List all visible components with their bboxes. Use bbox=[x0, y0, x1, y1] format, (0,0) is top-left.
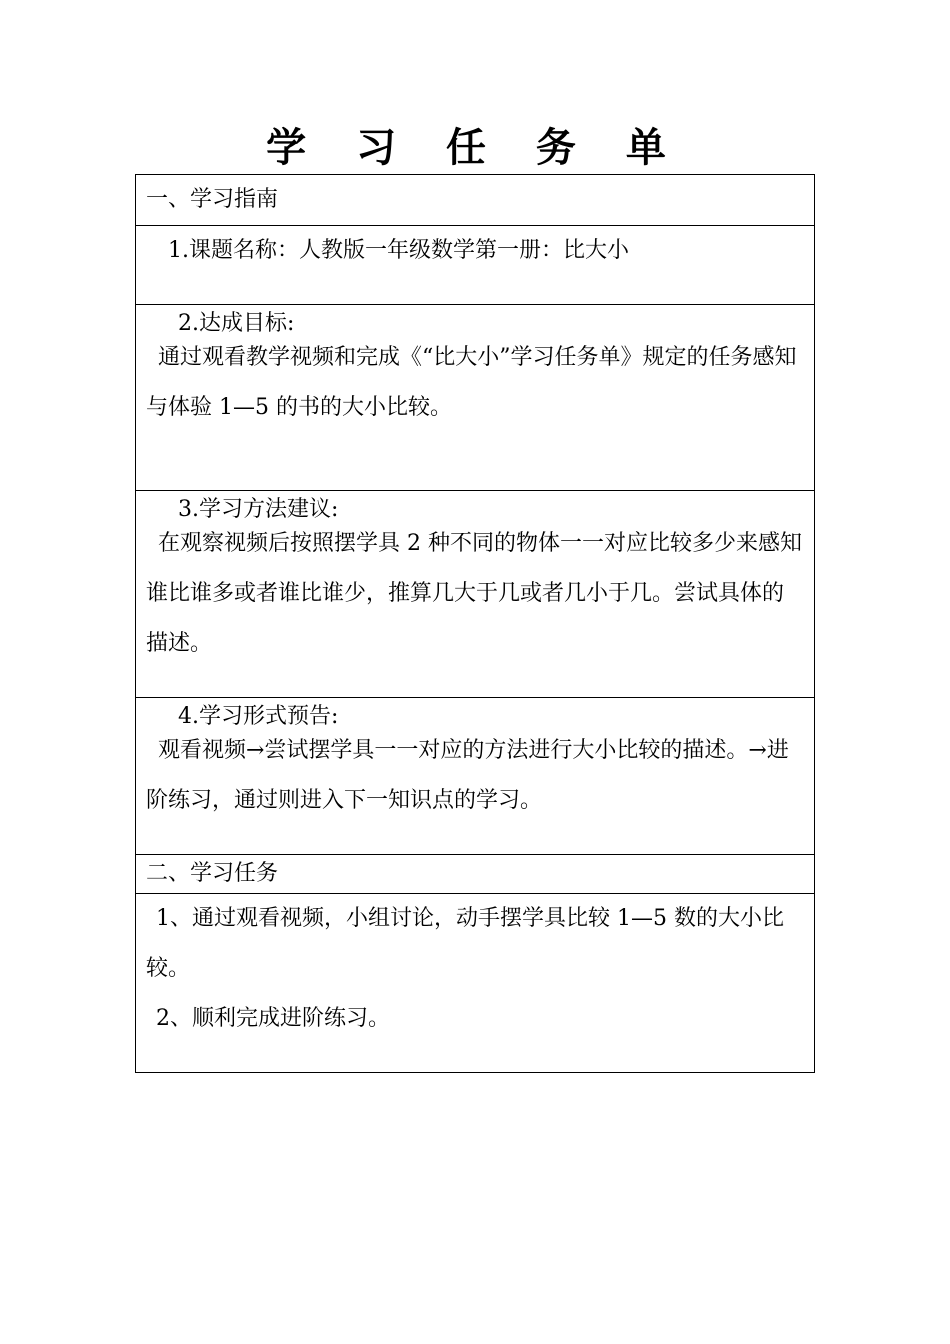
goal-cell bbox=[136, 305, 815, 491]
table-row bbox=[136, 894, 815, 1073]
table-row bbox=[136, 855, 815, 894]
goal-text: 通过观看教学视频和完成《“比大小”学习任务单》规定的任务感知与体验 1—5 的书的大小比较。 bbox=[146, 345, 797, 420]
topic-cell bbox=[136, 226, 815, 305]
table-row bbox=[136, 491, 815, 698]
table-row bbox=[136, 698, 815, 855]
tasks-cell bbox=[136, 894, 815, 1073]
section-heading-guide: 一、学习指南 bbox=[136, 175, 815, 226]
form-cell bbox=[136, 698, 815, 855]
goal-label: 2.达成目标: bbox=[178, 311, 295, 336]
method-text: 在观察视频后按照摆学具 2 种不同的物体一一对应比较多少来感知谁比谁多或者谁比谁少，推算几大于几或者几小于几。尝试具体的描述。 bbox=[146, 531, 802, 656]
form-label: 4.学习形式预告: bbox=[178, 704, 339, 729]
table-row bbox=[136, 226, 815, 305]
page-title: 学 习 任 务 单 bbox=[266, 125, 684, 171]
method-cell bbox=[136, 491, 815, 698]
task-item-2: 2、顺利完成进阶练习。 bbox=[156, 1006, 390, 1031]
table-row bbox=[136, 175, 815, 226]
section-heading-tasks: 二、学习任务 bbox=[136, 855, 815, 894]
task-sheet-table bbox=[135, 174, 815, 1073]
topic-text: 1.课题名称：人教版一年级数学第一册：比大小 bbox=[168, 238, 629, 263]
form-text: 观看视频→尝试摆学具一一对应的方法进行大小比较的描述。→进阶练习，通过则进入下一知识点的学习。 bbox=[146, 738, 789, 813]
task-item-1: 1、通过观看视频，小组讨论，动手摆学具比较 1—5 数的大小比较。 bbox=[146, 906, 784, 981]
table-row bbox=[136, 305, 815, 491]
method-label: 3.学习方法建议: bbox=[178, 497, 339, 522]
